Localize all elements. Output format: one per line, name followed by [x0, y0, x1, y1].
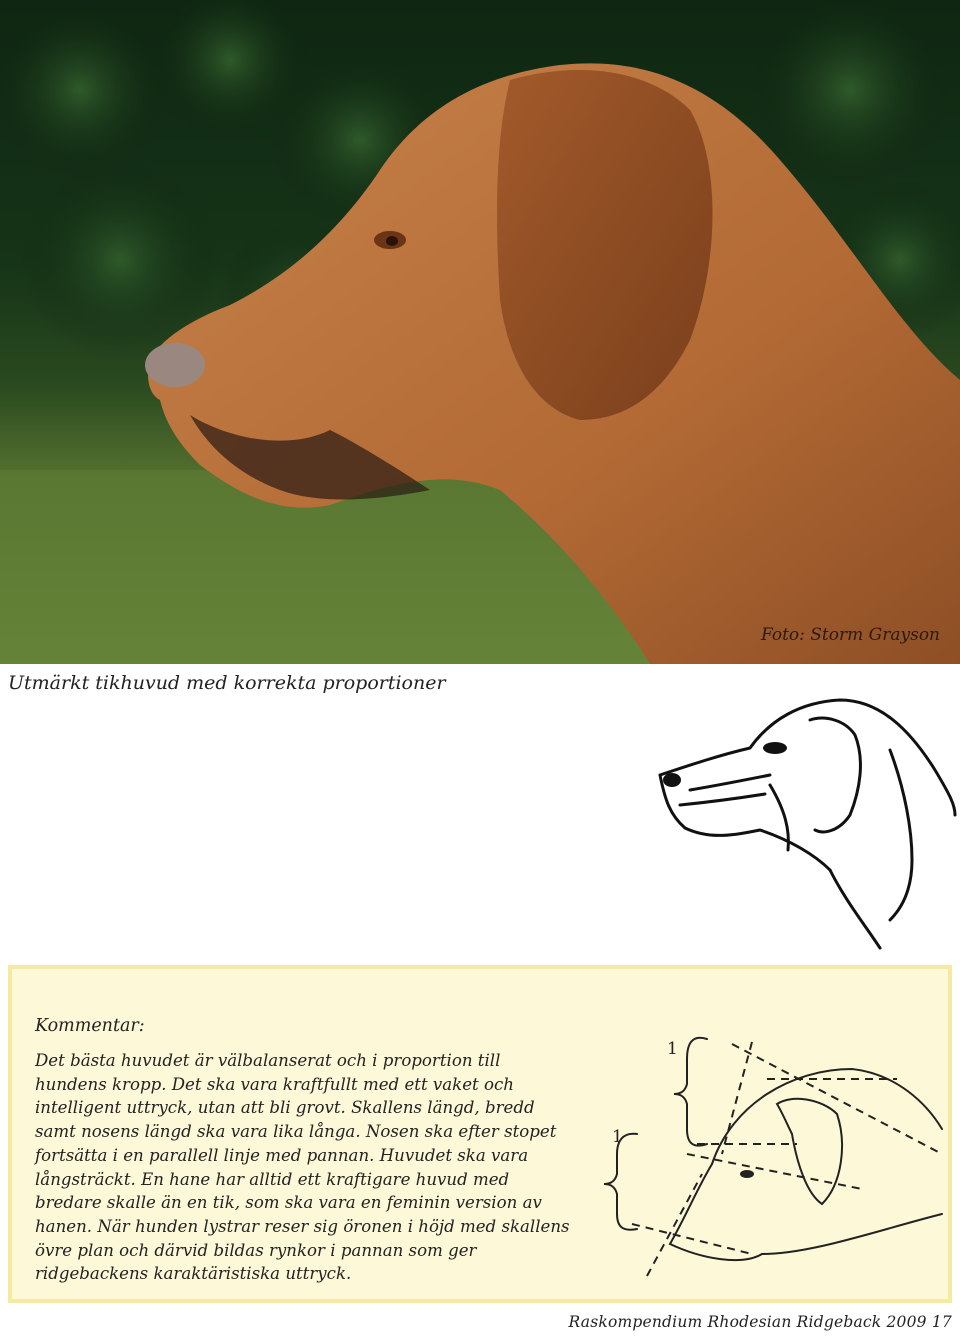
diagram-label-top: 1 [667, 1039, 678, 1059]
photo-credit: Foto: Storm Grayson [760, 625, 940, 645]
comment-body: Det bästa huvudet är välbalanserat och i proportion till hundens kropp. Det ska vara kraftfullt med ett vaket och intelligent uttryck, utan att bli grovt. Skallens längd, bredd samt nosens längd ska vara lika långa. Nosen ska efter stopet fortsätta i en parallell linje med pannan. Huvudet ska vara långsträckt. En hane har alltid ett kraftigare huvud med bredare skalle än en tik, som ska vara en feminin version av hanen. När hunden lystrar reser sig öronen i höjd med skallens övre plan och därvid bildas rynkor i pannan som ger ridgebackens karaktäristiska uttryck. [35, 1051, 570, 1284]
dog-head-illustration [0, 0, 960, 664]
dog-head-photo [0, 0, 960, 664]
proportion-diagram [592, 1014, 947, 1294]
comment-title: Kommentar: [35, 1016, 145, 1036]
comment-box [8, 965, 952, 1303]
page-footer: Raskompendium Rhodesian Ridgeback 2009 17 [568, 1313, 952, 1331]
photo-caption: Utmärkt tikhuvud med korrekta proportioner [8, 672, 446, 694]
dog-head-sketch [650, 690, 960, 955]
diagram-label-left: 1 [612, 1127, 623, 1147]
